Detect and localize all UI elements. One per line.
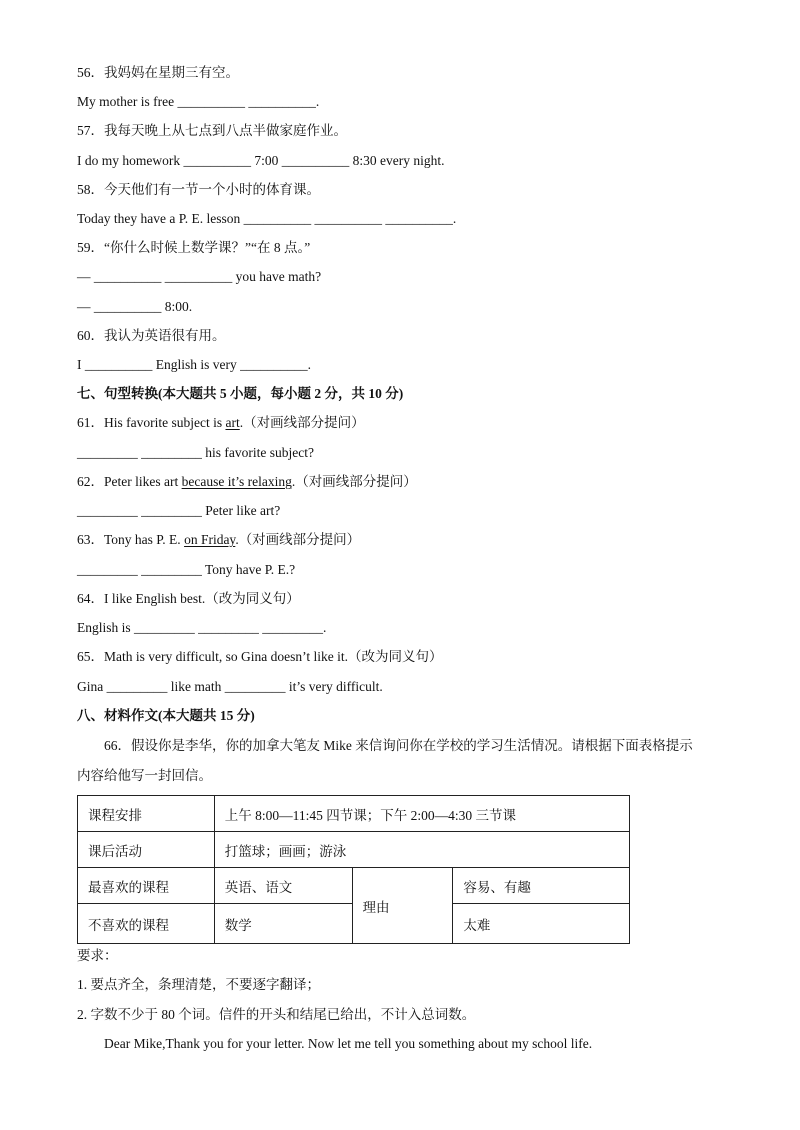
requirements-title: 要求：	[77, 948, 118, 963]
q61-prefix: 61．His favorite subject is	[77, 415, 226, 430]
q61-prompt	[77, 414, 365, 432]
table-row	[78, 832, 630, 868]
q58-chinese: 58．今天他们有一节一个小时的体育课。	[77, 182, 320, 197]
table-label-activities: 课后活动	[78, 832, 215, 868]
q59-chinese: 59．“你什么时候上数学课？”“在 8 点。”	[77, 240, 311, 255]
requirement-1: 1. 要点齐全，条理清楚，不要逐字翻译；	[77, 977, 320, 992]
q56-chinese: 56．我妈妈在星期三有空。	[77, 65, 239, 80]
table-row	[78, 796, 630, 832]
q61-suffix: .（对画线部分提问）	[239, 415, 365, 430]
q57-english: I do my homework __________ 7:00 __________ 8:30 every night.	[77, 153, 445, 168]
table-label-schedule: 课程安排	[78, 796, 215, 832]
q59-english-answer: — __________ 8:00.	[77, 299, 193, 314]
table-value-activities: 打篮球；画画；游泳	[214, 832, 629, 868]
q62-underlined: because it’s relaxing	[181, 474, 292, 489]
q65-prompt: 65．Math is very difficult, so Gina doesn’t like it.（改为同义句）	[77, 649, 443, 664]
q64-prompt: 64．I like English best.（改为同义句）	[77, 591, 300, 606]
section-8-title: 八、材料作文(本大题共 15 分)	[77, 708, 255, 723]
q62-prefix: 62．Peter likes art	[77, 474, 182, 489]
letter-opening: Dear Mike,Thank you for your letter. Now let me tell you something about my school life.	[104, 1036, 593, 1051]
q61-underlined: art	[225, 415, 240, 430]
table-reason-label: 理由	[352, 868, 453, 944]
q63-prefix: 63．Tony has P. E.	[77, 532, 185, 547]
q61-answer-line: _________ _________ his favorite subject?	[77, 445, 314, 460]
section-7-title: 七、句型转换(本大题共 5 小题，每小题 2 分，共 10 分)	[77, 386, 404, 401]
q60-english: I __________ English is very __________.	[77, 357, 311, 372]
q56-english: My mother is free __________ __________.	[77, 94, 320, 109]
q62-suffix: .（对画线部分提问）	[291, 474, 417, 489]
table-value-dislike: 数学	[214, 904, 352, 944]
q66-instruction-line2: 内容给他写一封回信。	[77, 768, 212, 783]
requirement-2: 2. 字数不少于 80 个词。信件的开头和结尾已给出，不计入总词数。	[77, 1007, 476, 1022]
q65-answer-line: Gina _________ like math _________ it’s very difficult.	[77, 679, 383, 694]
table-label-favorite: 最喜欢的课程	[78, 868, 215, 904]
q60-chinese: 60．我认为英语很有用。	[77, 328, 226, 343]
q62-prompt	[77, 473, 417, 491]
school-life-table	[77, 795, 630, 944]
q63-prompt	[77, 531, 360, 549]
table-reason-favorite: 容易、有趣	[453, 868, 630, 904]
table-value-favorite: 英语、语文	[214, 868, 352, 904]
q62-answer-line: _________ _________ Peter like art?	[77, 503, 281, 518]
table-reason-dislike: 太难	[453, 904, 630, 944]
q64-answer-line: English is _________ _________ _________.	[77, 620, 327, 635]
q63-suffix: .（对画线部分提问）	[235, 532, 361, 547]
q63-answer-line: _________ _________ Tony have P. E.?	[77, 562, 296, 577]
q63-underlined: on Friday	[184, 532, 236, 547]
q59-english-question: — __________ __________ you have math?	[77, 269, 322, 284]
table-label-dislike: 不喜欢的课程	[78, 904, 215, 944]
q58-english: Today they have a P. E. lesson __________ __________ __________.	[77, 211, 457, 226]
q66-instruction-line1: 66．假设你是李华，你的加拿大笔友 Mike 来信询问你在学校的学习生活情况。请根据下面表格提示	[104, 738, 693, 753]
q57-chinese: 57．我每天晚上从七点到八点半做家庭作业。	[77, 123, 347, 138]
table-row	[78, 868, 630, 904]
table-value-schedule: 上午 8:00—11:45 四节课；下午 2:00—4:30 三节课	[214, 796, 629, 832]
